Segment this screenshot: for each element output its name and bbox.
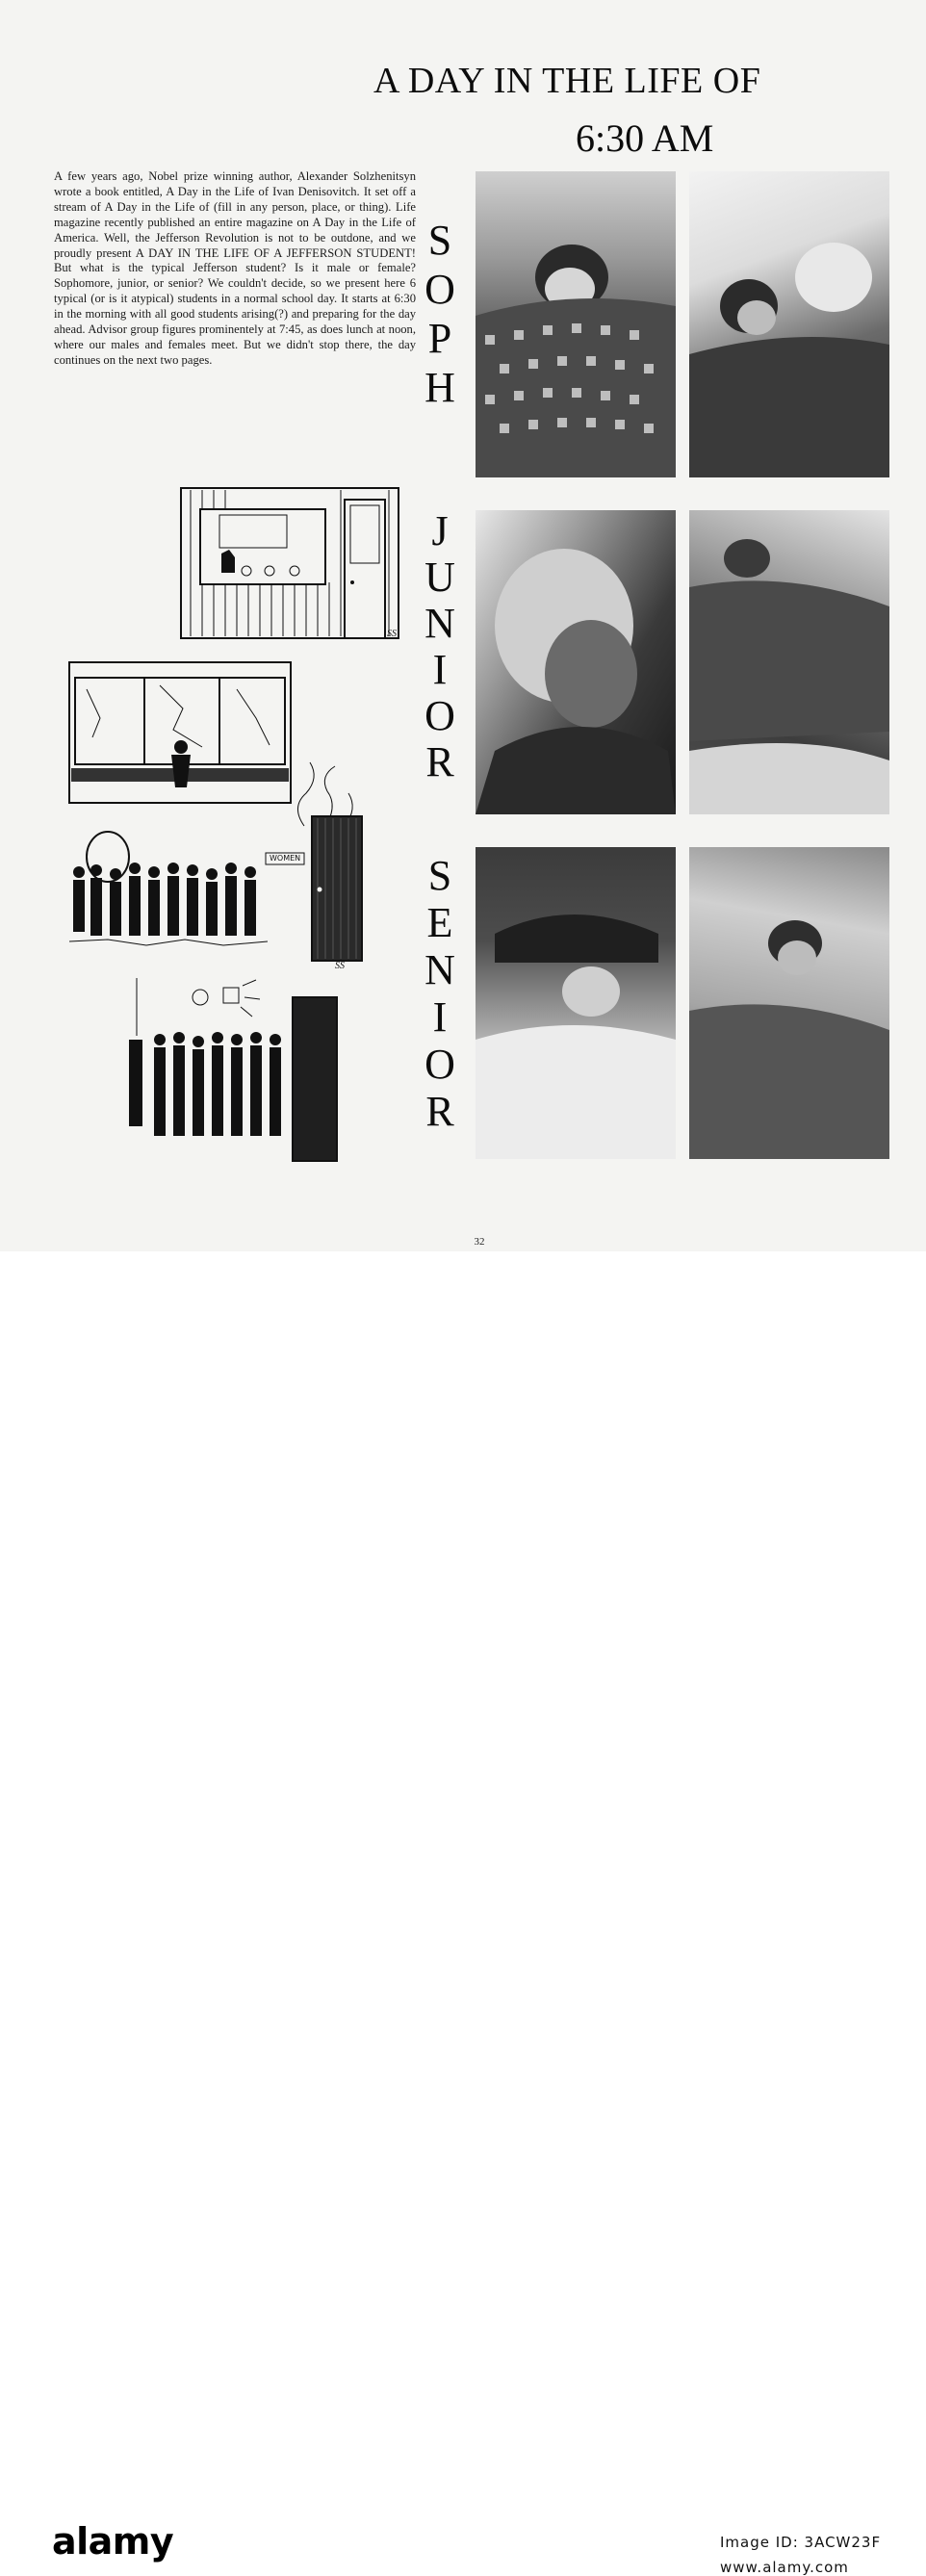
senior-vertical-label [416, 852, 464, 1138]
letter: S [427, 217, 452, 264]
marching-band-drawing [69, 826, 268, 966]
photo-senior-girl-yawning [476, 847, 676, 1159]
soph-vertical-label [416, 219, 464, 416]
letter: O [424, 266, 455, 313]
womens-door-smoke-drawing [262, 759, 364, 972]
letter: N [424, 600, 455, 647]
image-id: Image ID: 3ACW23F [720, 2534, 882, 2551]
yearbook-page [0, 0, 926, 1251]
alamy-logo: alamy [52, 2520, 174, 2563]
stock-footer [0, 1251, 926, 2576]
door-sign: WOMEN [270, 854, 301, 863]
page-number: 32 [474, 1236, 485, 1248]
photo-junior-girl-waking [476, 510, 676, 814]
letter: R [425, 738, 454, 786]
photo-junior-boy-in-bed [689, 510, 889, 814]
letter: O [424, 692, 455, 739]
letter: S [427, 852, 452, 899]
letter: N [424, 946, 455, 993]
letter: E [426, 899, 453, 946]
crowd-door-drawing [119, 978, 341, 1165]
intro-paragraph: A few years ago, Nobel prize winning author, Alexander Solzhenitsyn wrote a book entitled, A Day in the Life of Ivan Denisovitch. It set off a stream of A Day in the Life of (fill in any person, place, or thing). Life magazine recently published an entire magazine on A Day in the Life of America. Well, the Jefferson Revolution is not to be outdone, and we proudly present A DAY IN THE LIFE OF A JEFFERSON STUDENT! But what is the typical Jefferson student? Is it male or female? Sophomore, junior, or senior? We couldn't decide, so we present here 6 typical (or is it atypical) students in a normal school day. It starts at 6:30 in the morning with all good students arising(?) and preparing for the day ahead. Advisor group figures prominentely at 7:45, as does lunch at noon, where our males and females meet. But we didn't stop there, the day continues on the next two pages. [54, 169, 416, 367]
letter: I [432, 993, 448, 1041]
letter: P [427, 315, 452, 362]
photo-soph-boy-with-teddy [689, 171, 889, 477]
junior-vertical-label [416, 507, 464, 787]
letter: R [425, 1088, 454, 1135]
letter: U [424, 554, 455, 601]
signature: SS [335, 961, 345, 971]
window-lounge-drawing [67, 660, 293, 805]
letter: O [424, 1041, 455, 1088]
photo-soph-girl-sleeping [476, 171, 676, 477]
letter: J [431, 507, 449, 554]
letter: H [424, 364, 455, 411]
photo-senior-boy-sleeping [689, 847, 889, 1159]
time-heading: 6:30 AM [576, 116, 714, 160]
page-title: A DAY IN THE LIFE OF [373, 61, 761, 101]
signature: SS [387, 629, 397, 639]
stock-url: www.alamy.com [720, 2559, 849, 2576]
letter: I [432, 646, 448, 693]
classroom-drawing [179, 486, 402, 642]
